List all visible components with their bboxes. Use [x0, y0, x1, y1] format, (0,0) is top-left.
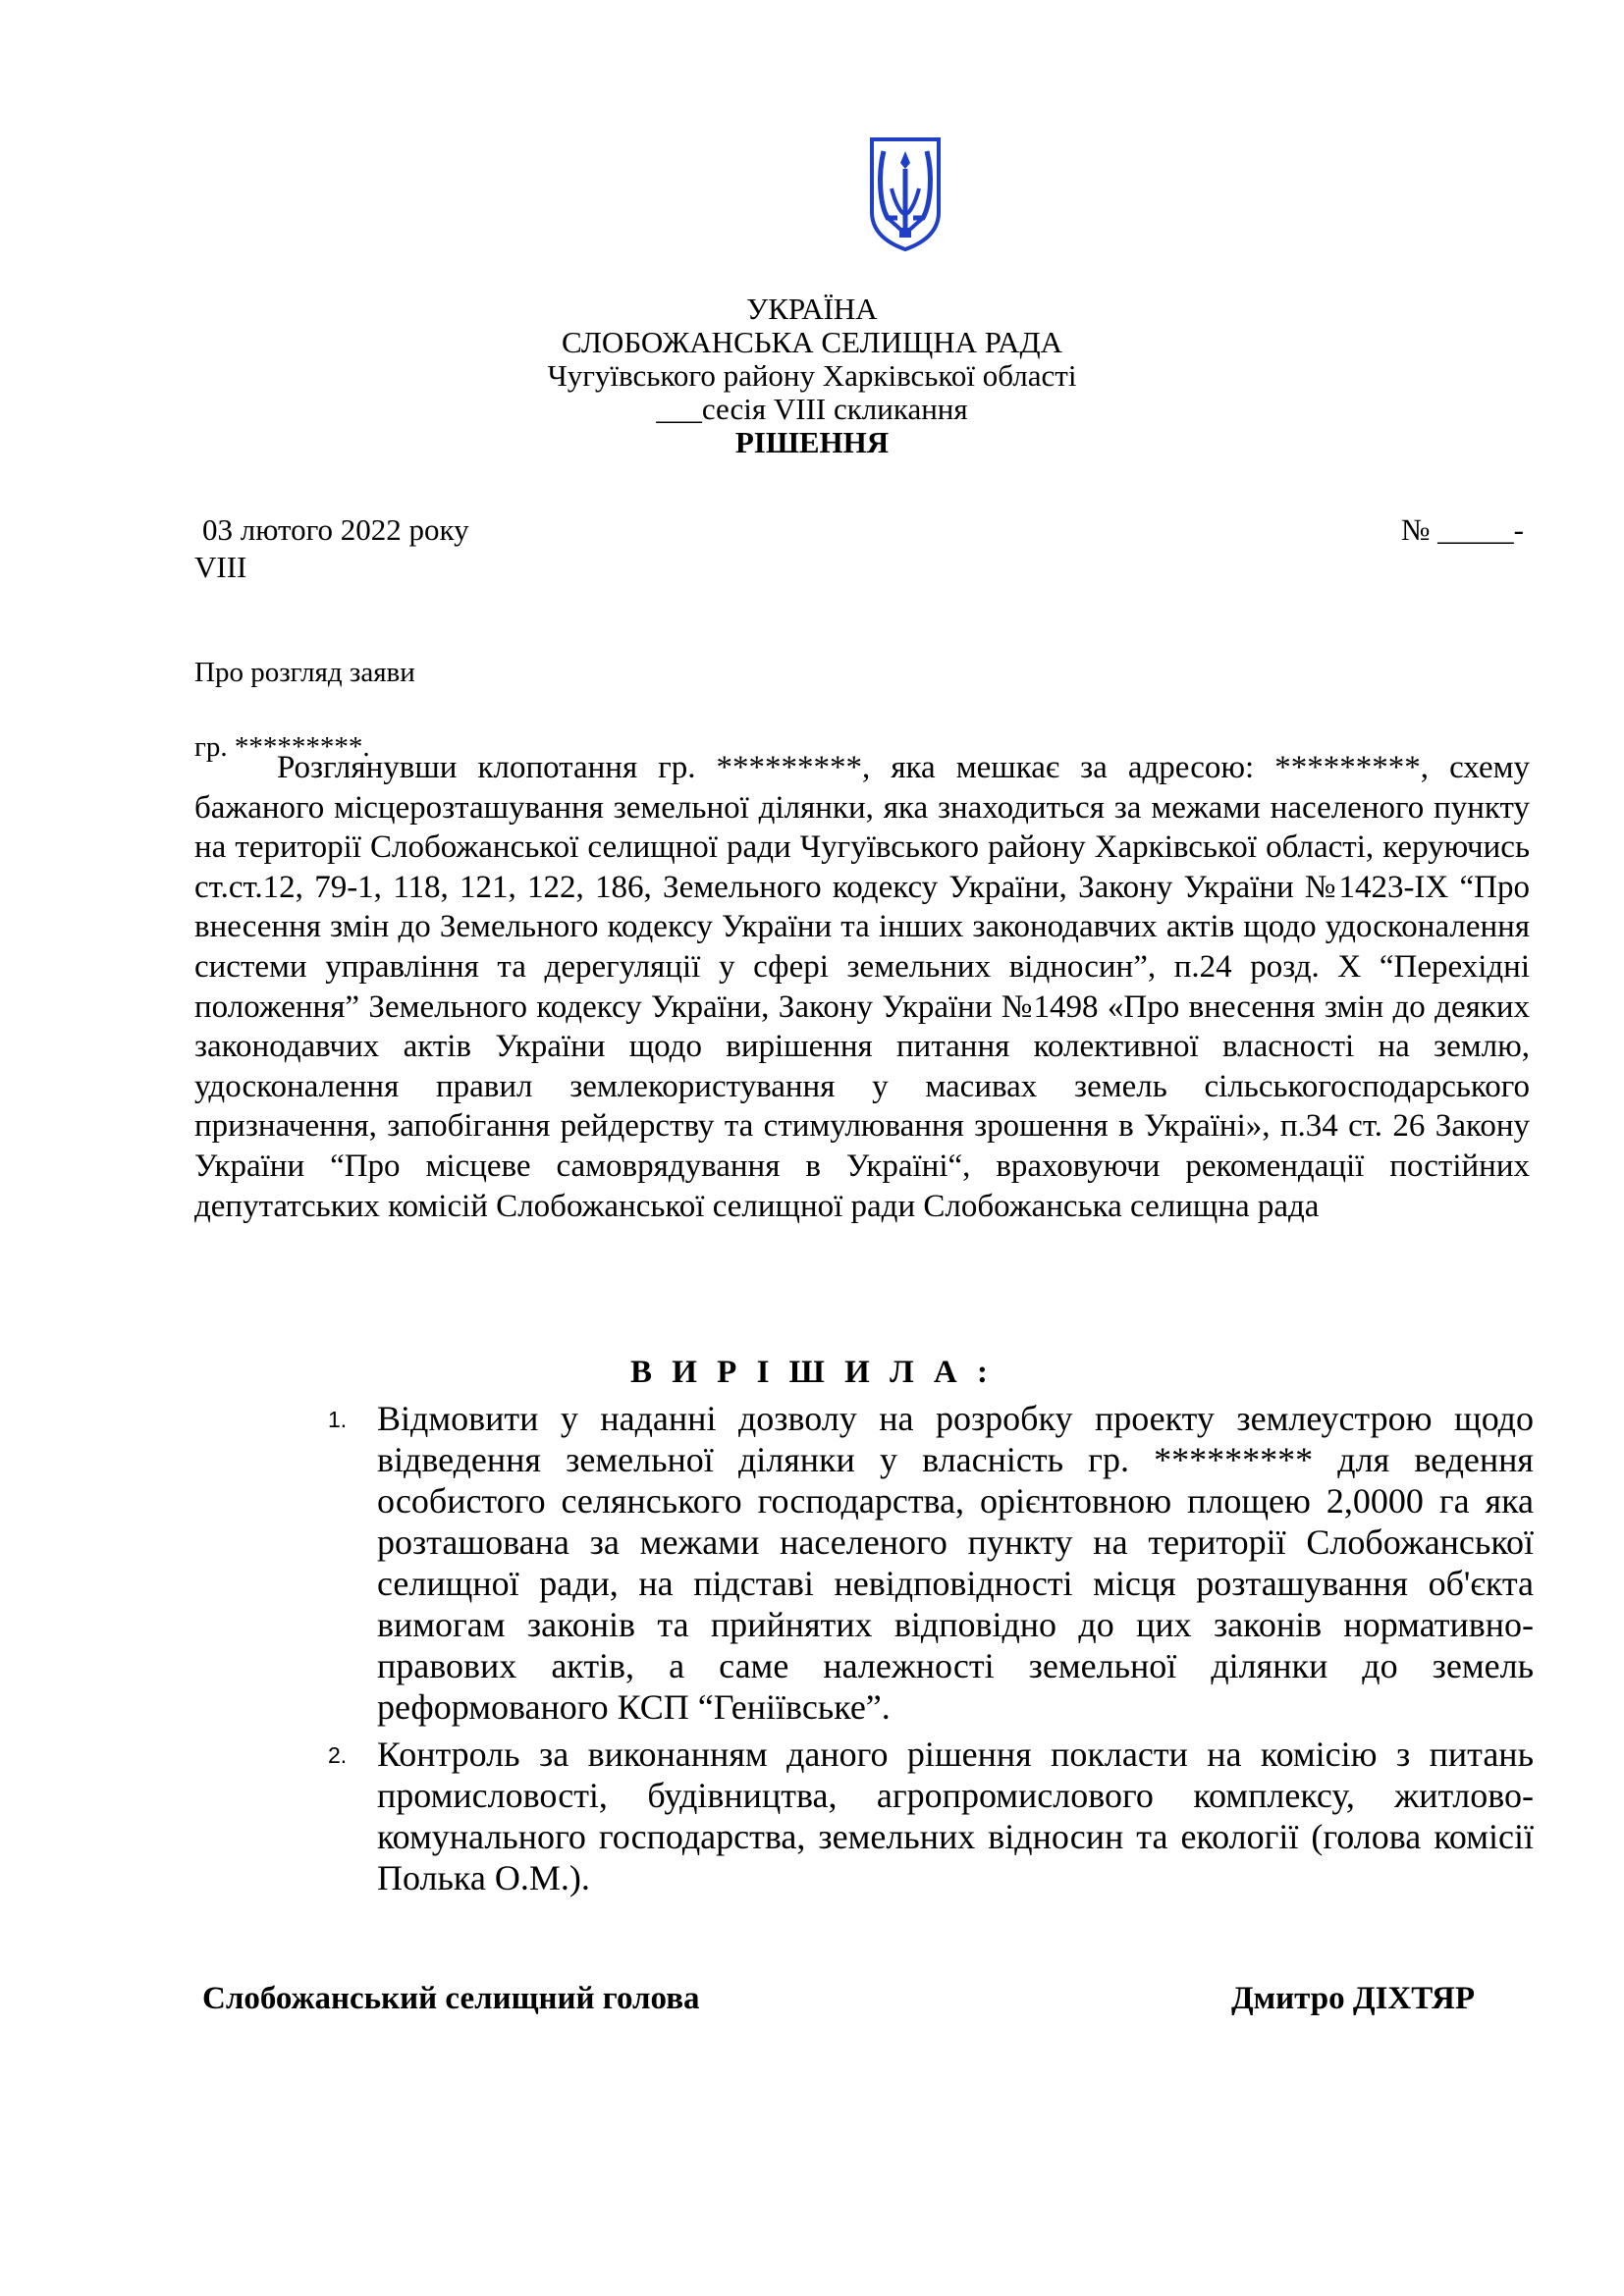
document-date: 03 лютого 2022 року [202, 512, 469, 547]
council-name: СЛОБОЖАНСЬКА СЕЛИЩНА РАДА [562, 325, 1062, 359]
subject-line-2: гр. *********. [194, 731, 370, 763]
trident-coat-of-arms-icon [866, 135, 945, 253]
item-number: 2. [328, 1742, 348, 1768]
item-text: Контроль за виконанням даного рішення покласти на комісію з питань промисловості, будівництва, агропромислового комплексу, житлово-комунального господарства, земельних відносин та екології (голова комісії Полька О.М.). [377, 1735, 1534, 1897]
resolution-items [312, 1398, 1534, 1904]
document-number: № _____- [1400, 512, 1524, 547]
preamble-paragraph: Розглянувши клопотання гр. *********, яка мешкає за адресою: *********, схему бажаного місцерозташування земельної ділянки, яка знаходиться за межами населеного пункту на території Слобожанської селищної ради Чугуївського району Харківської області, керуючись ст.ст.12, 79-1, 118, 121, 122, 186, Земельного кодексу України, Закону України №1423-IX “Про внесення змін до Земельного кодексу України та інших законодавчих актів щодо удосконалення системи управління та дерегуляції у сфері земельних відносин”, п.24 розд. X “Перехідні положення” Земельного кодексу України, Закону України №1498 «Про внесення змін до деяких законодавчих актів України щодо вирішення питання колективної власності на землю, удосконалення правил землекористування у масивах земель сільськогосподарського призначення, запобігання рейдерству та стимулювання зрошення в Україні», п.34 ст. 26 Закону України “Про місцеве самоврядування в Україні“, враховуючи рекомендації постійних депутатських комісій Слобожанської селищної ради Слобожанська селищна рада [194, 750, 1530, 1224]
district-name: Чугуївського району Харківської області [547, 358, 1077, 393]
signatory-position: Слобожанський селищний голова [202, 1981, 700, 2016]
resolution-heading: В И Р І Ш И Л А : [630, 1355, 994, 1390]
signatory-name: Дмитро ДІХТЯР [1230, 1981, 1475, 2016]
item-number: 1. [328, 1407, 348, 1432]
document-header [0, 293, 1624, 459]
list-item [312, 1734, 1534, 1898]
document-number-suffix: VIII [194, 550, 247, 584]
list-item [312, 1398, 1534, 1728]
session-line: ___сесія VIII скликання [656, 392, 968, 426]
country-name: УКРАЇНА [746, 292, 878, 326]
document-type: РІШЕННЯ [734, 425, 890, 459]
subject-line-1: Про розгляд заяви [194, 657, 415, 688]
item-text: Відмовити у наданні дозволу на розробку проекту землеустрою щодо відведення земельної ділянки у власність гр. ********* для ведення особистого селянського господарства, орієнтовною площею 2,0000 га яка розташована за межами населеного пункту на території Слобожанської селищної ради, на підставі невідповідності місця розташування об'єкта вимогам законів та прийнятих відповідно до цих законів нормативно-правових актів, а саме належності земельної ділянки до земель реформованого КСП “Геніївське”. [377, 1399, 1534, 1727]
